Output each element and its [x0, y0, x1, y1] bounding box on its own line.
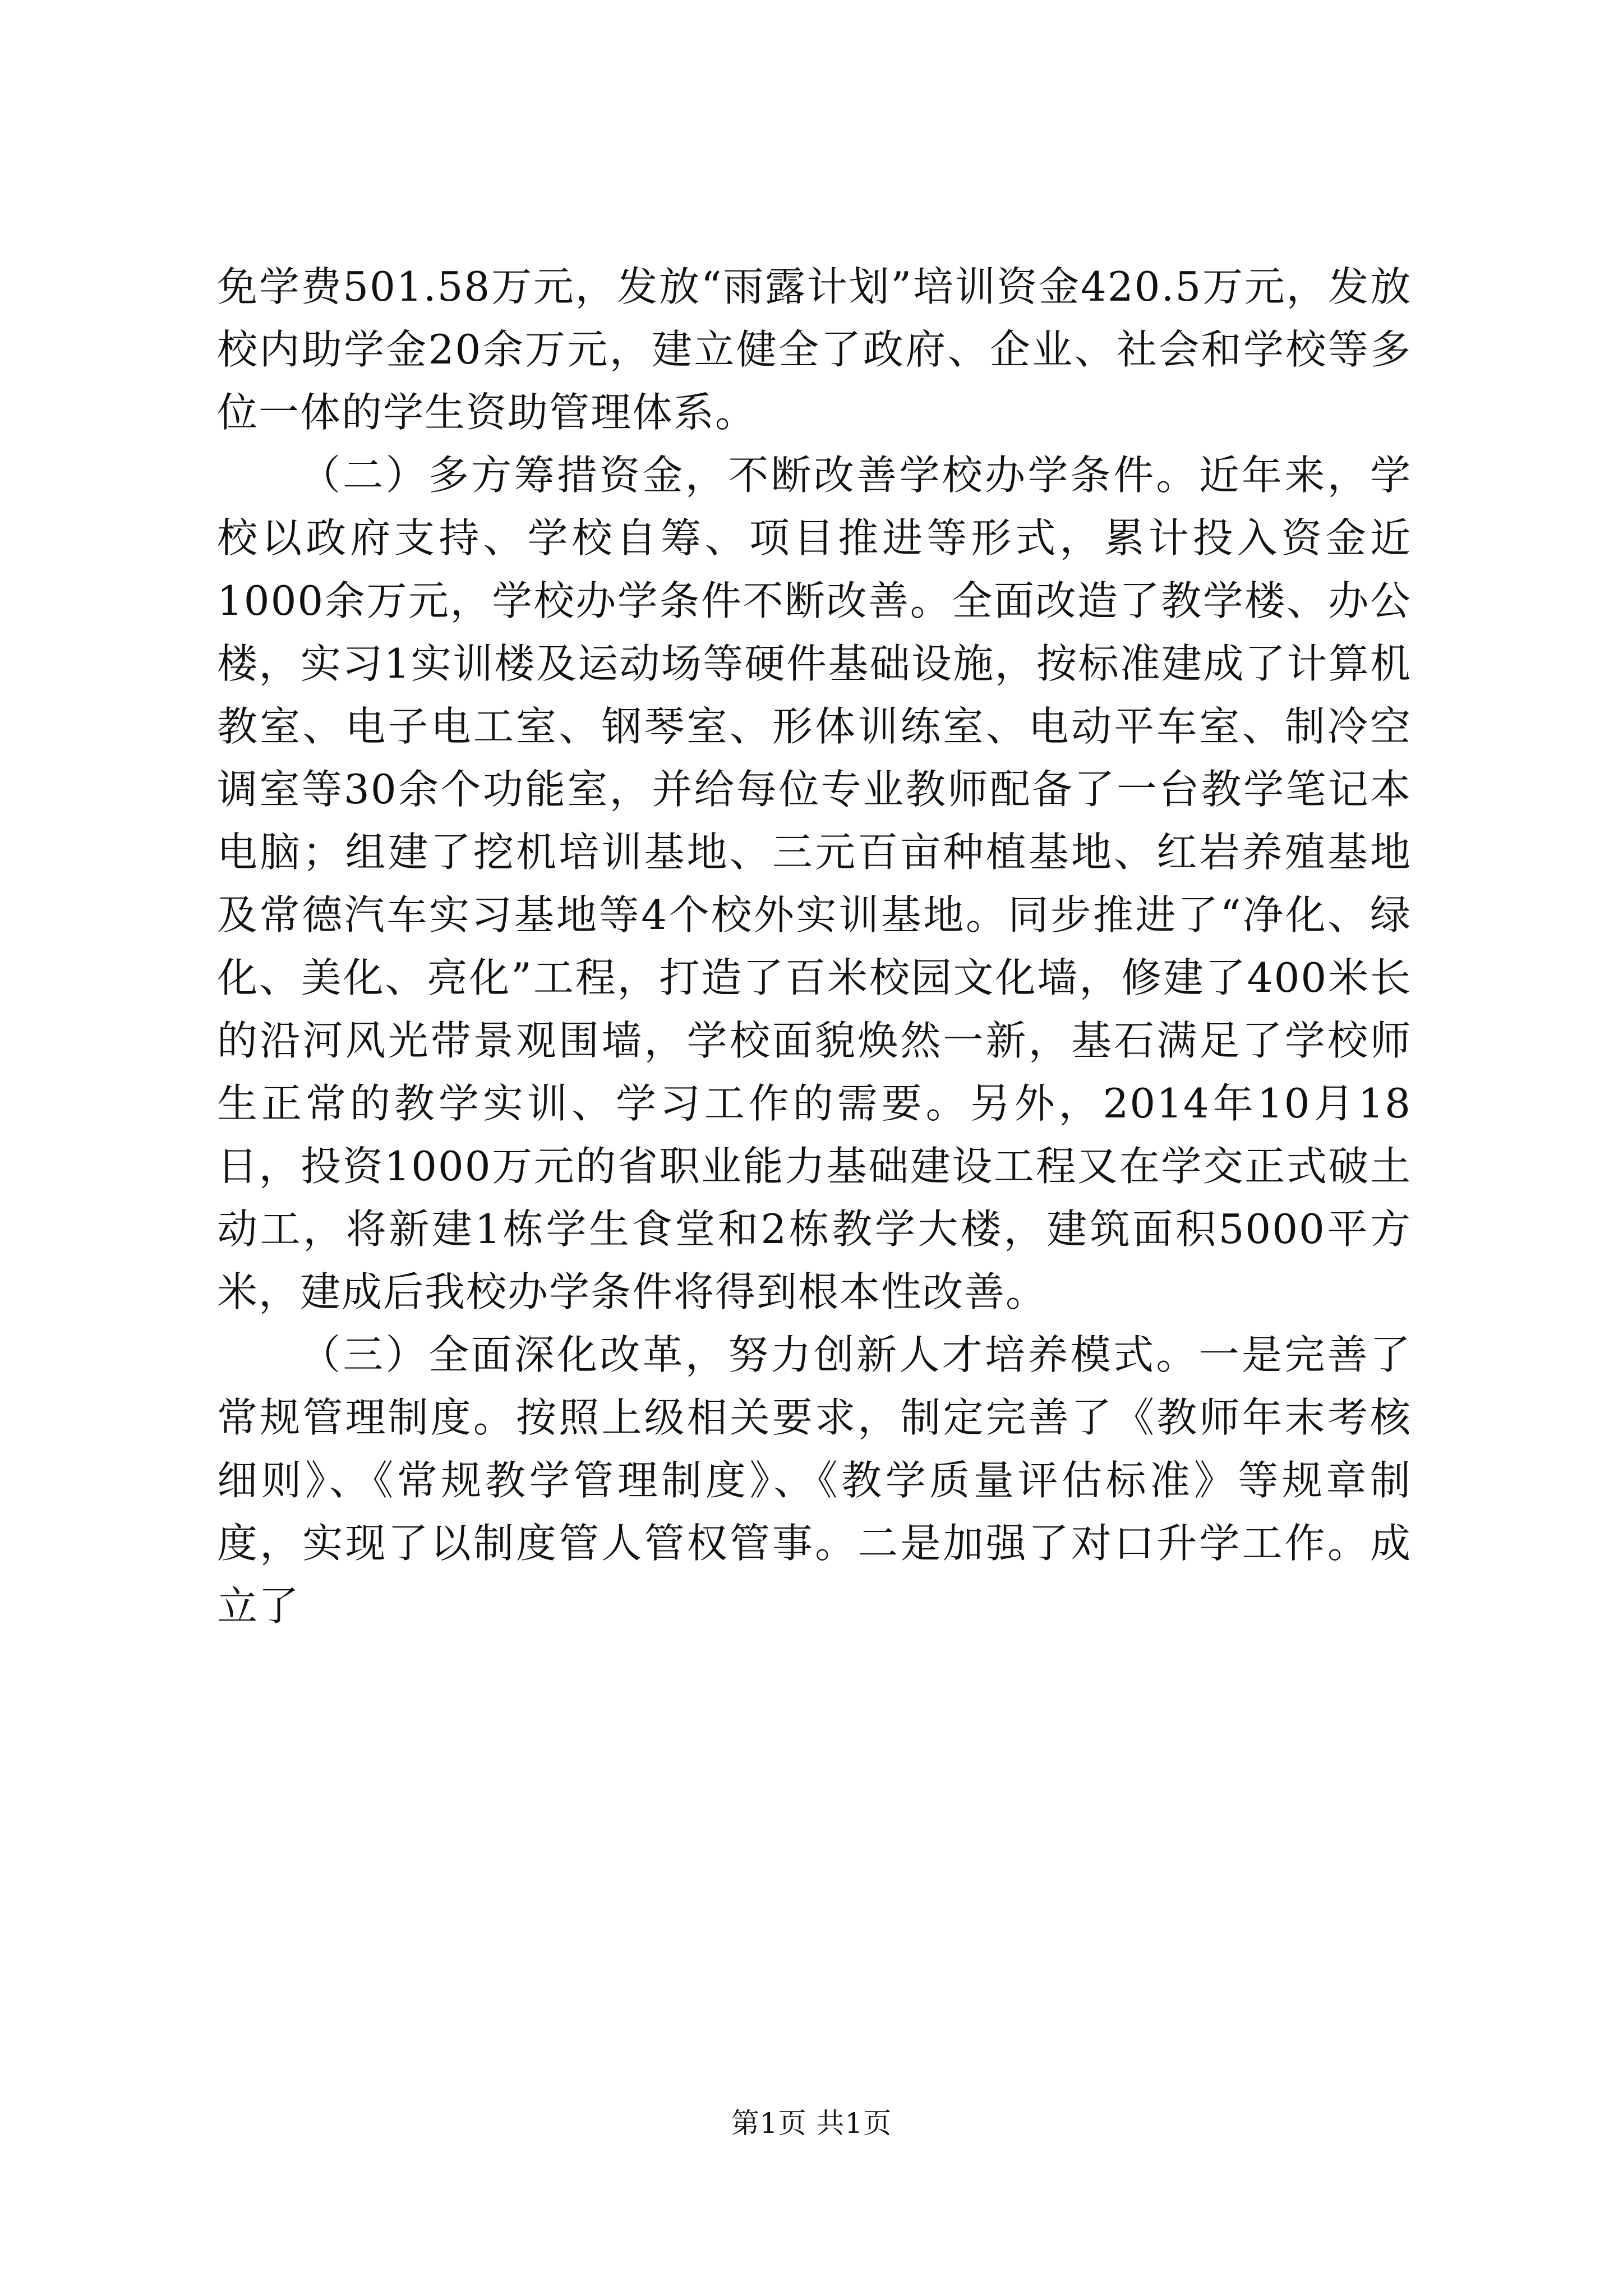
page-footer: 第1页 共1页 [731, 2107, 892, 2139]
paragraph-3: （三）全面深化改革，努力创新人才培养模式。一是完善了常规管理制度。按照上级相关要求，制定完善了《教师年末考核细则》、《常规教学管理制度》、《教学质量评估标准》等规章制度，实现了以制度管人管权管事。二是加强了对口升学工作。成立了 [217, 1331, 1412, 1630]
document-body [217, 255, 1412, 1637]
paragraph-1: 免学费501.58万元，发放“雨露计划”培训资金420.5万元，发放校内助学金20余万元，建立健全了政府、企业、社会和学校等多位一体的学生资助管理体系。 [217, 263, 1412, 436]
paragraph-2: （二）多方筹措资金，不断改善学校办学条件。近年来，学校以政府支持、学校自筹、项目推进等形式，累计投入资金近1000余万元，学校办学条件不断改善。全面改造了教学楼、办公楼，实习1实训楼及运动场等硬件基础设施，按标准建成了计算机教室、电子电工室、钢琴室、形体训练室、电动平车室、制冷空调室等30余个功能室，并给每位专业教师配备了一台教学笔记本电脑；组建了挖机培训基地、三元百亩种植基地、红岩养殖基地及常德汽车实习基地等4个校外实训基地。同步推进了“净化、绿化、美化、亮化”工程，打造了百米校园文化墙，修建了400米长的沿河风光带景观围墙，学校面貌焕然一新，基石满足了学校师生正常的教学实训、学习工作的需要。另外，2014年10月18日，投资1000万元的省职业能力基础建设工程又在学交正式破土动工，将新建1栋学生食堂和2栋教学大楼，建筑面积5000平方米，建成后我校办学条件将得到根本性改善。 [217, 452, 1412, 1315]
